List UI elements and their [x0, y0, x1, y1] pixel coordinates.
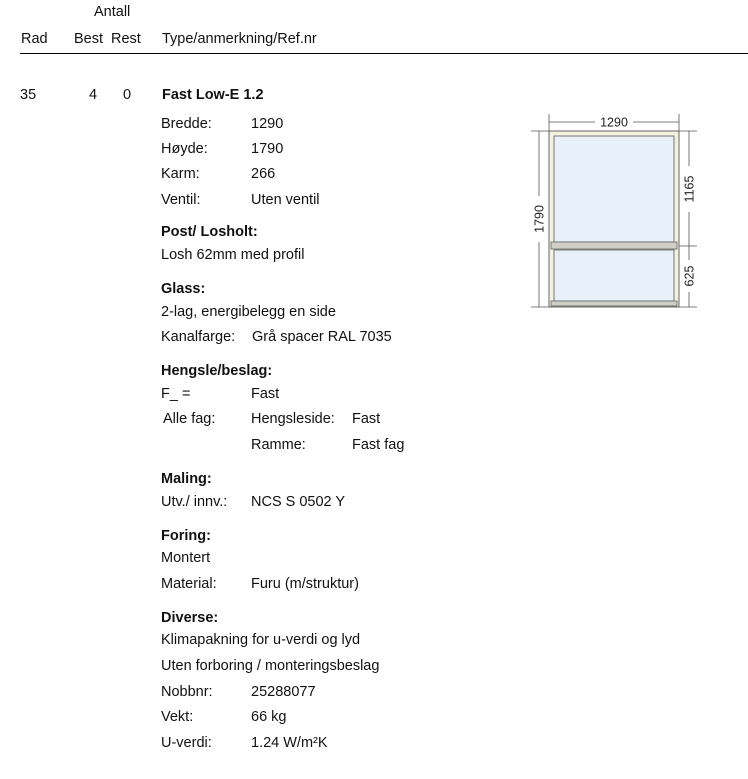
row-rad: 35 [20, 87, 37, 103]
height-dimension [531, 131, 549, 307]
ramme-label: Ramme: [251, 437, 306, 453]
post-value: Losh 62mm med profil [161, 247, 305, 263]
vekt-label: Vekt: [161, 709, 194, 725]
glass-heading: Glass: [161, 281, 206, 297]
upper-section-label: 1165 [682, 175, 697, 203]
header-rad: Rad [21, 31, 48, 47]
lower-glass-pane [554, 250, 674, 301]
header-divider [20, 53, 748, 54]
nobbnr-value: 25288077 [251, 684, 316, 700]
hengsle-f-label: F_ = [161, 386, 191, 402]
height-label: 1790 [532, 205, 547, 233]
material-label: Material: [161, 576, 217, 592]
ventil-label: Ventil: [161, 192, 201, 208]
vekt-value: 66 kg [251, 709, 287, 725]
kanalfarge-label: Kanalfarge: [161, 329, 236, 345]
maling-value: NCS S 0502 Y [251, 494, 346, 510]
karm-label: Karm: [161, 166, 200, 182]
diverse-line1: Klimapakning for u-verdi og lyd [161, 632, 361, 648]
hengsleside-label: Hengsleside: [251, 411, 335, 427]
uverdi-label: U-verdi: [161, 735, 212, 751]
hengsle-f-value: Fast [251, 386, 280, 402]
bottom-sill [551, 301, 677, 306]
foring-montert: Montert [161, 550, 211, 566]
header-antall: Antall [94, 4, 131, 20]
section-dimensions [679, 131, 697, 307]
kanalfarge-value: Grå spacer RAL 7035 [252, 329, 392, 345]
bredde-label: Bredde: [161, 116, 212, 132]
upper-glass-pane [554, 136, 674, 242]
glass-value: 2-lag, energibelegg en side [161, 304, 336, 320]
material-value: Furu (m/struktur) [251, 576, 359, 592]
header-best: Best [74, 31, 104, 47]
lower-section-label: 625 [682, 265, 697, 287]
ventil-value: Uten ventil [251, 192, 320, 208]
hengsleside-value: Fast [352, 411, 381, 427]
hengsle-heading: Hengsle/beslag: [161, 363, 273, 379]
losholt-bar [551, 242, 677, 249]
maling-label: Utv./ innv.: [161, 494, 228, 510]
bredde-value: 1290 [251, 116, 284, 132]
header-type: Type/anmerkning/Ref.nr [162, 31, 317, 47]
maling-heading: Maling: [161, 471, 212, 487]
karm-value: 266 [251, 166, 276, 182]
product-title: Fast Low-E 1.2 [162, 87, 264, 103]
diverse-line2: Uten forboring / monteringsbeslag [161, 658, 380, 674]
row-rest: 0 [123, 87, 132, 103]
hoyde-value: 1790 [251, 141, 284, 157]
hoyde-label: Høyde: [161, 141, 208, 157]
foring-heading: Foring: [161, 528, 211, 544]
diverse-heading: Diverse: [161, 610, 219, 626]
row-best: 4 [89, 87, 98, 103]
ramme-value: Fast fag [352, 437, 405, 453]
width-dimension [549, 114, 679, 132]
alle-fag-label: Alle fag: [163, 411, 216, 427]
window-drawing [525, 108, 705, 316]
nobbnr-label: Nobbnr: [161, 684, 213, 700]
uverdi-value: 1.24 W/m²K [251, 735, 328, 751]
post-heading: Post/ Losholt: [161, 224, 258, 240]
width-label: 1290 [600, 115, 628, 130]
header-rest: Rest [111, 31, 141, 47]
